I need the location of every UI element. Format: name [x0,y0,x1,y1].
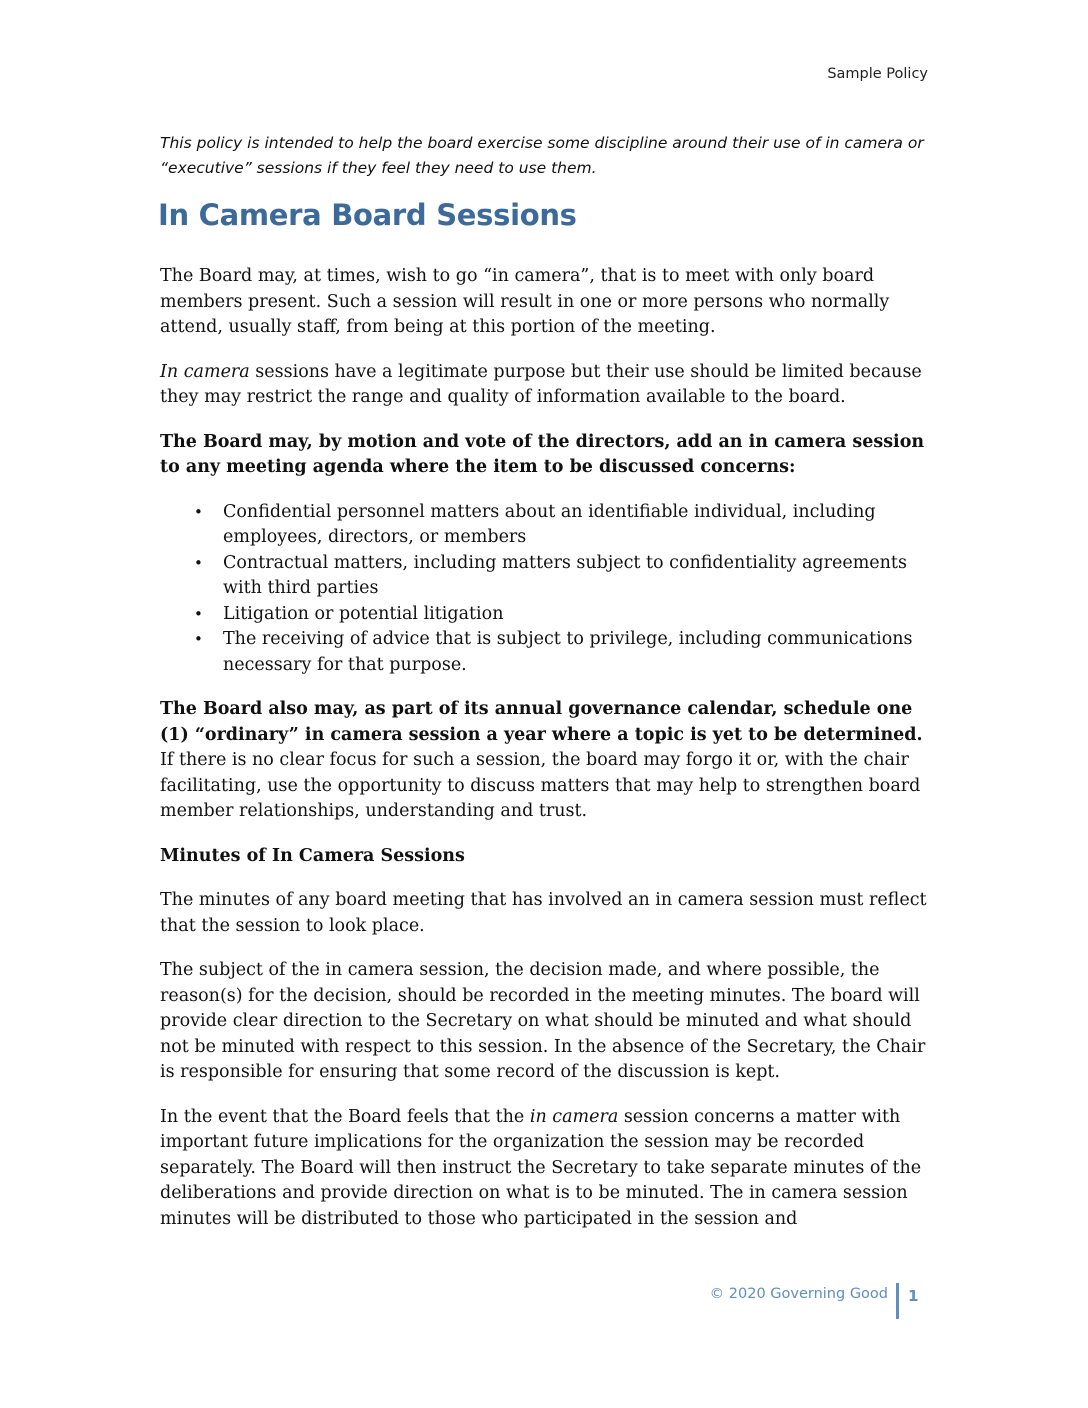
paragraph-4-text: If there is no clear focus for such a session, the board may forgo it or, with the chair facilitating, use the opportunity to discuss matters that may help to strengthen board member relationships, understanding and trust. [160,750,921,821]
footer-copyright: © 2020 Governing Good [709,1286,888,1302]
paragraph-4 [160,697,940,825]
list-item: • Contractual matters, including matters subject to confidentiality agreements with third parties [160,551,940,602]
page-header: Sample Policy [827,66,928,82]
list-item: • The receiving of advice that is subject to privilege, including communications necessary for that purpose. [160,627,940,678]
list-item: • Confidential personnel matters about an identifiable individual, including employees, directors, or members [160,500,940,551]
paragraph-2 [160,360,940,411]
paragraph-7 [160,1105,940,1233]
paragraph-7-after: session concerns a matter with important future implications for the organization the session may be recorded separately. The Board will then instruct the Secretary to take separate minutes of the deliberations and provide direction on what is to be minuted. The in camera session minutes will be distributed to those who participated in the session and [160,1106,922,1229]
paragraph-1: The Board may, at times, wish to go “in camera”, that is to meet with only board members present. Such a session will result in one or more persons who normally attend, usually staff, from being at this portion of the meeting. [160,266,890,337]
page-title: In Camera Board Sessions [158,198,577,232]
paragraph-2-text: sessions have a legitimate purpose but their use should be limited because they may restrict the range and quality of information available to the board. [160,361,922,407]
page-number: 1 [908,1287,919,1305]
paragraph-6: The subject of the in camera session, the decision made, and where possible, the reason(s) for the decision, should be recorded in the meeting minutes. The board will provide clear direction to the Secretary on what should be minuted and what should not be minuted with respect to this session. In the absence of the Secretary, the Chair is responsible for ensuring that some record of the discussion is kept. [160,960,926,1082]
paragraph-7-before: In the event that the Board feels that the [160,1106,530,1127]
bullet-list [160,500,940,679]
document-body [160,264,940,1251]
paragraph-3 [160,430,940,481]
paragraph-5: The minutes of any board meeting that has involved an in camera session must reflect that the session to look place. [160,890,927,936]
emphasis: In camera [160,361,250,382]
paragraph-4-bold: The Board also may, as part of its annual governance calendar, schedule one (1) “ordinary” in camera session a year where a topic is yet to be determined. [160,699,923,745]
paragraph-3-bold: The Board may, by motion and vote of the directors, add an in camera session to any meeting agenda where the item to be discussed concerns: [160,431,925,477]
list-item: • Litigation or potential litigation [160,602,940,628]
emphasis: in camera [529,1106,619,1127]
footer-divider [896,1283,899,1319]
intro-note: This policy is intended to help the board exercise some discipline around their use of in camera or “executive” sessions if they feel they need to use them. [160,134,924,177]
subheading: Minutes of In Camera Sessions [160,845,465,866]
